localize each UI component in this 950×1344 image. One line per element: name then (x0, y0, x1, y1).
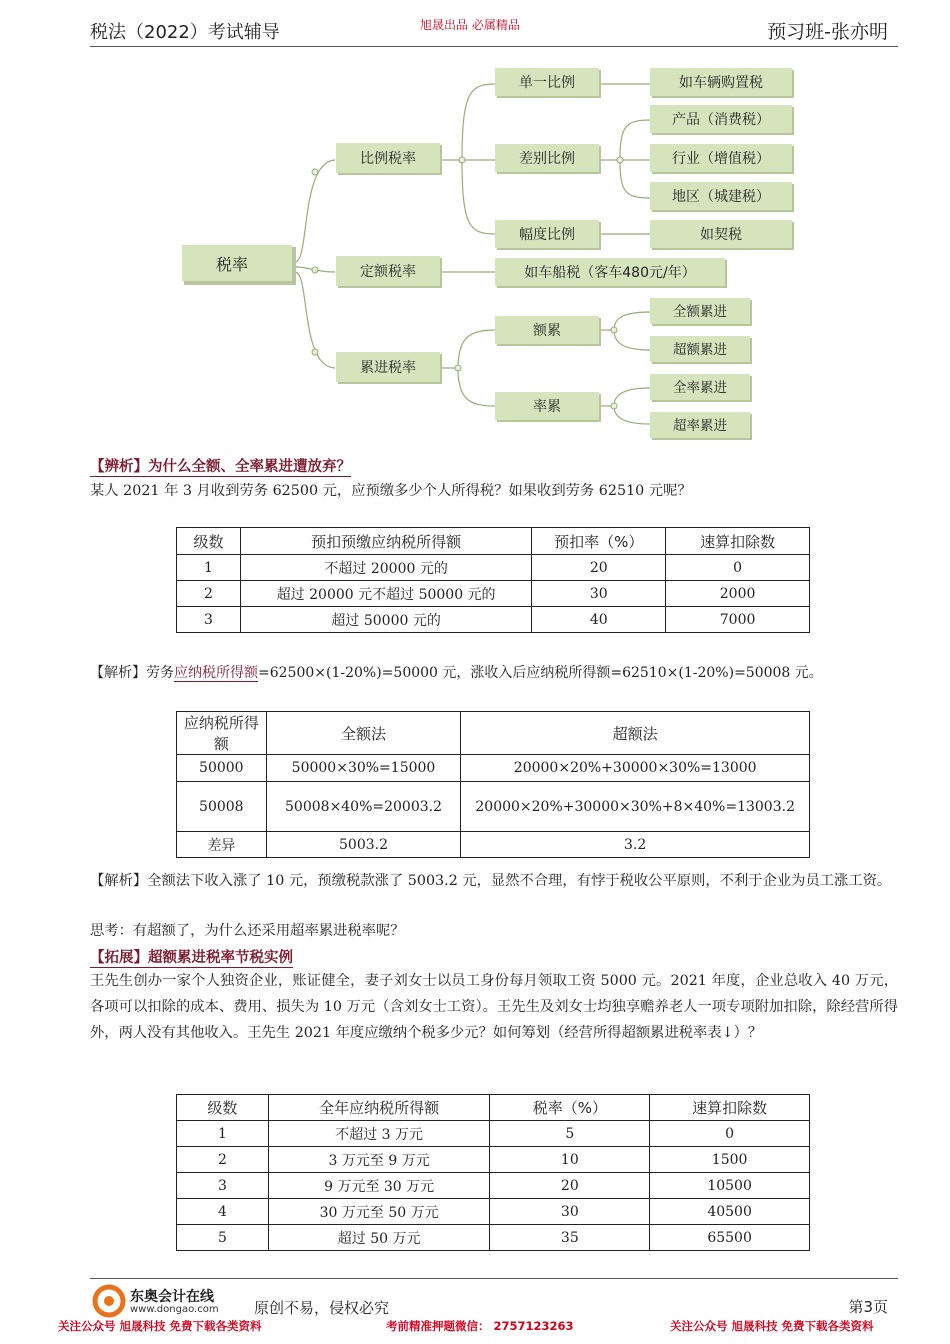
table-cell: 5 (177, 1225, 269, 1251)
table-cell: 9 万元至 30 万元 (268, 1173, 490, 1199)
comparison-table (176, 711, 810, 858)
footer-page-number: 第3页 (848, 1298, 888, 1316)
table-row (177, 555, 810, 581)
extension-title: 【拓展】超额累进税率节税实例 (90, 946, 293, 968)
mindmap-label-diff-region: 地区（城建税） (672, 189, 770, 205)
logo-url: www.dongao.com (130, 1304, 219, 1315)
explanation-1-rest: =62500×(1-20%)=50000 元，涨收入后应纳税所得额=62510×(1-20%)=50008 元。 (258, 665, 823, 681)
mindmap-label-rate-full: 全率累进 (673, 380, 727, 396)
table-cell: 10500 (650, 1173, 810, 1199)
table-cell: 不超过 20000 元的 (240, 555, 531, 581)
table-cell: 7000 (666, 607, 810, 633)
table-cell: 40500 (650, 1199, 810, 1225)
footer-slogan: 原创不易，侵权必究 (254, 1299, 390, 1317)
table-header-cell: 税率（%） (490, 1095, 650, 1121)
table-header-cell: 速算扣除数 (650, 1095, 810, 1121)
think-question: 思考：有超额了，为什么还采用超率累进税率呢？ (90, 923, 405, 939)
table-cell: 3 (177, 607, 241, 633)
header-center-brand: 旭晟出品 必属精品 (420, 18, 520, 32)
table-cell: 2000 (666, 581, 810, 607)
table-row (177, 607, 810, 633)
table-header-cell: 速算扣除数 (666, 528, 810, 555)
footer-note-center: 考前精准押题微信： 2757123263 (386, 1319, 574, 1333)
mindmap-label-diff-product: 产品（消费税） (672, 112, 770, 128)
table-header-cell: 超额法 (461, 712, 810, 755)
table-row (177, 1199, 810, 1225)
table-cell: 差异 (177, 832, 267, 858)
table-cell: 30 万元至 50 万元 (268, 1199, 490, 1225)
table-header-cell: 级数 (177, 1095, 269, 1121)
table-cell: 2 (177, 1147, 269, 1173)
mindmap-label-rate-excess: 超率累进 (673, 418, 727, 434)
mindmap-label-rate: 率累 (533, 399, 561, 415)
mindmap-label-fixed-example: 如车船税（客车480元/年） (524, 265, 696, 281)
footer-note-right: 关注公众号 旭晟科技 免费下载各类资料 (670, 1319, 874, 1333)
analysis-title: 【辨析】为什么全额、全率累进遭放弃？ (90, 455, 351, 477)
table-row (177, 1173, 810, 1199)
mindmap-label-amount-full: 全额累进 (673, 304, 727, 320)
table-cell: 2 (177, 581, 241, 607)
header-left-title: 税法（2022）考试辅导 (90, 22, 280, 43)
table-header-cell: 全额法 (266, 712, 461, 755)
mindmap-label-proportional: 比例税率 (360, 151, 416, 167)
header-right-title: 预习班-张亦明 (767, 21, 888, 43)
footer-note-left: 关注公众号 旭晟科技 免费下载各类资料 (58, 1319, 262, 1333)
table-cell: 50008 (177, 782, 267, 832)
table-cell: 10 (490, 1147, 650, 1173)
mindmap-label-amount: 额累 (533, 323, 561, 339)
table-row (177, 1121, 810, 1147)
mindmap-label-single-example: 如车辆购置税 (679, 75, 763, 91)
mindmap-label-progressive: 累进税率 (360, 360, 416, 376)
dongao-logo-icon (92, 1284, 126, 1318)
footer-divider (90, 1278, 898, 1279)
table-cell: 30 (490, 1199, 650, 1225)
table-header-cell: 应纳税所得额 (177, 712, 267, 755)
withholding-rate-table (176, 527, 810, 633)
header-divider (90, 46, 898, 47)
explanation-1-prefix: 【解析】劳务 (90, 665, 174, 681)
table-cell: 超过 20000 元不超过 50000 元的 (240, 581, 531, 607)
logo-name: 东奥会计在线 (130, 1289, 214, 1305)
table-row (177, 581, 810, 607)
table-cell: 20 (490, 1173, 650, 1199)
table-cell: 不超过 3 万元 (268, 1121, 490, 1147)
analysis-question: 某人 2021 年 3 月收到劳务 62500 元，应预缴多少个人所得税？如果收到劳务 62510 元呢？ (90, 483, 692, 499)
table-cell: 5003.2 (266, 832, 461, 858)
table-row (177, 832, 810, 858)
table-cell: 1 (177, 555, 241, 581)
table-row (177, 1225, 810, 1251)
table-cell: 超过 50 万元 (268, 1225, 490, 1251)
explanation-1 (90, 660, 900, 686)
table-cell: 65500 (650, 1225, 810, 1251)
table-header-row (177, 1095, 810, 1121)
mindmap-label-diff: 差别比例 (519, 151, 575, 167)
mindmap-label-diff-industry: 行业（增值税） (672, 151, 770, 167)
explanation-1-keyword: 应纳税所得额 (174, 665, 258, 681)
table-cell: 50000 (177, 755, 267, 782)
footer-logo (92, 1284, 242, 1320)
business-income-rate-table (176, 1094, 810, 1251)
table-cell: 40 (532, 607, 666, 633)
extension-text: 王先生创办一家个人独资企业，账证健全，妻子刘女士以员工身份每月领取工资 5000 元。2021 年度，企业总收入 40 万元，各项可以扣除的成本、费用、损失为 10 万元（含刘女士工资）。王先生及刘女士均独享赡养老人一项专项附加扣除，除经营所得外，两人没有其他收入。王先生 2021 年度应缴纳个税多少元？如何筹划（经营所得超额累进税率表↓）？ (90, 973, 898, 1041)
table-cell: 3 (177, 1173, 269, 1199)
table-header-cell: 全年应纳税所得额 (268, 1095, 490, 1121)
table-header-cell: 预扣预缴应纳税所得额 (240, 528, 531, 555)
table-cell: 20 (532, 555, 666, 581)
mindmap-label-amount-excess: 超额累进 (673, 342, 727, 358)
table-cell: 4 (177, 1199, 269, 1225)
table-cell: 50008×40%=20003.2 (266, 782, 461, 832)
table-row (177, 782, 810, 832)
mindmap-label-fixed: 定额税率 (360, 264, 416, 280)
table-cell: 20000×20%+30000×30%=13000 (461, 755, 810, 782)
table-header-row (177, 528, 810, 555)
table-cell: 30 (532, 581, 666, 607)
table-header-row (177, 712, 810, 755)
table-cell: 1500 (650, 1147, 810, 1173)
table-cell: 3.2 (461, 832, 810, 858)
table-cell: 5 (490, 1121, 650, 1147)
table-header-cell: 级数 (177, 528, 241, 555)
table-header-cell: 预扣率（%） (532, 528, 666, 555)
table-row (177, 755, 810, 782)
explanation-2: 【解析】全额法下收入涨了 10 元，预缴税款涨了 5003.2 元，显然不合理，有悖于税收公平原则，不利于企业为员工涨工资。 (90, 873, 892, 889)
table-cell: 3 万元至 9 万元 (268, 1147, 490, 1173)
mindmap-label-single: 单一比例 (519, 75, 575, 91)
table-row (177, 1147, 810, 1173)
mindmap-root-label: 税率 (215, 255, 249, 274)
table-cell: 0 (650, 1121, 810, 1147)
table-cell: 超过 50000 元的 (240, 607, 531, 633)
table-cell: 0 (666, 555, 810, 581)
table-cell: 35 (490, 1225, 650, 1251)
table-cell: 50000×30%=15000 (266, 755, 461, 782)
table-cell: 20000×20%+30000×30%+8×40%=13003.2 (461, 782, 810, 832)
mindmap-label-range-example: 如契税 (700, 227, 742, 243)
table-cell: 1 (177, 1121, 269, 1147)
mindmap-label-range: 幅度比例 (519, 227, 575, 243)
tax-rate-mindmap (170, 62, 810, 452)
